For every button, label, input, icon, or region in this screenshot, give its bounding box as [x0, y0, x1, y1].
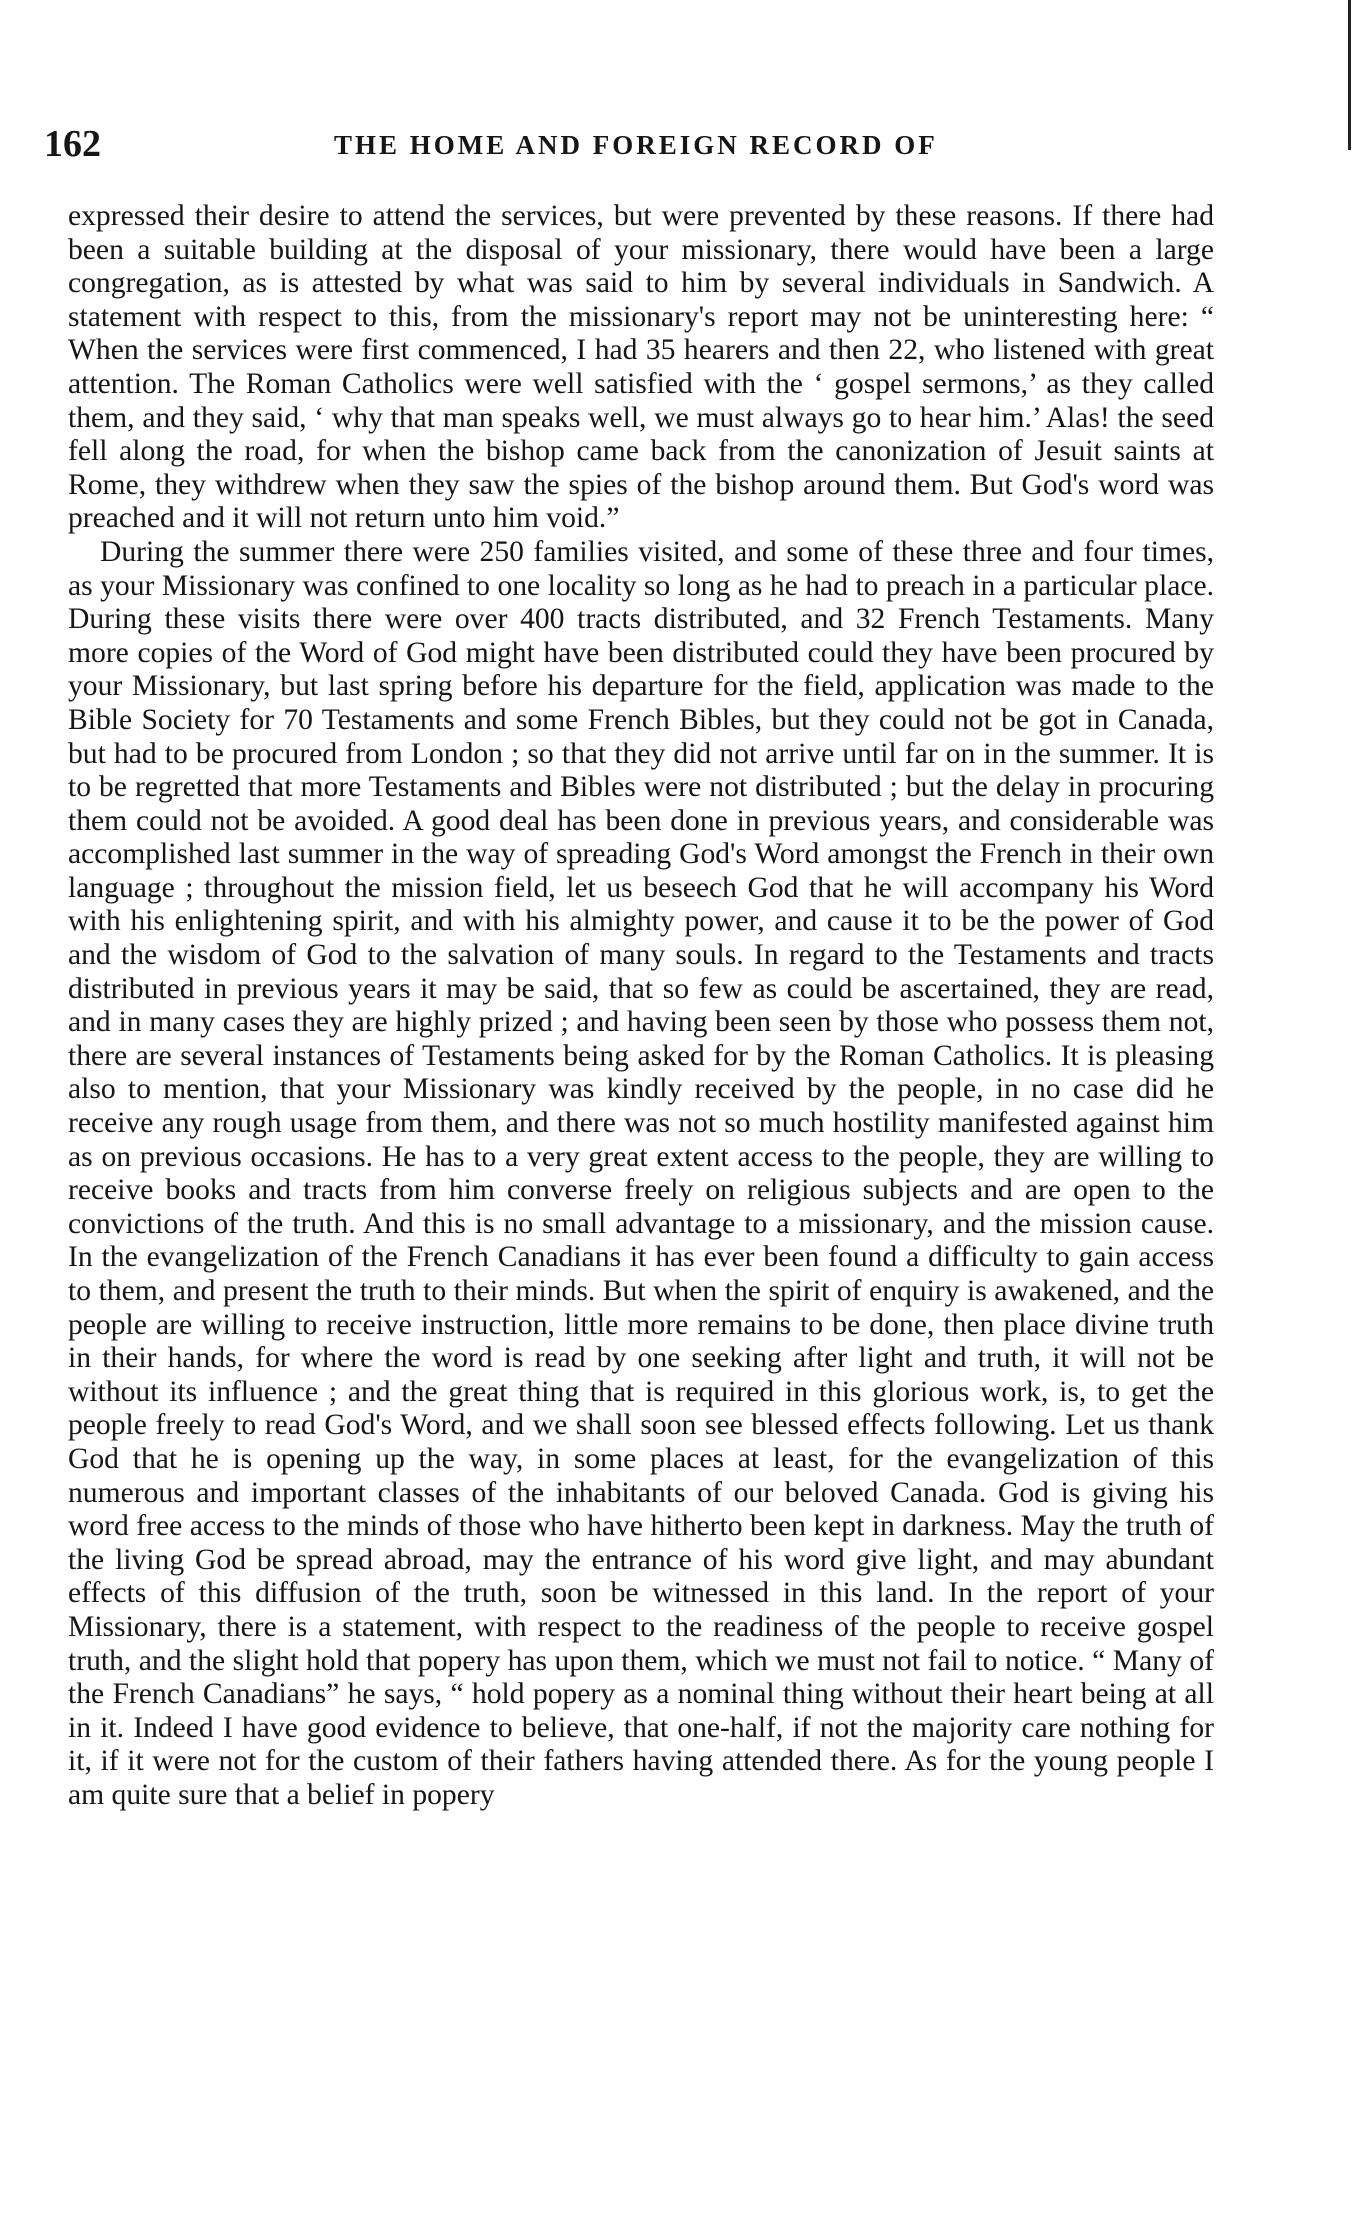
- page-number: 162: [44, 123, 101, 165]
- running-head: [44, 118, 1224, 170]
- paragraph-continuation: expressed their desire to attend the services, but were prevented by these reasons. If there had been a suitable building at the disposal of your missionary, there would have been a large congregation, as is attested by what was said to him by several individuals in Sandwich. A statement with respect to this, from the missionary's report may not be uninteresting here: “ When the services were first commenced, I had 35 hearers and then 22, who listened with great attention. The Roman Catholics were well satisfied with the ‘ gospel sermons,’ as they called them, and they said, ‘ why that man speaks well, we must always go to hear him.’ Alas! the seed fell along the road, for when the bishop came back from the canonization of Jesuit saints at Rome, they withdrew when they saw the spies of the bishop around them. But God's word was preached and it will not return unto him void.”: [68, 200, 1214, 535]
- body-text: [68, 200, 1214, 1813]
- scan-edge-mark: [1348, 0, 1351, 150]
- paragraph-summer-visits: During the summer there were 250 families visited, and some of these three and four times, as your Missionary was confined to one locality so long as he had to preach in a particular place. During these visits there were over 400 tracts distributed, and 32 French Testaments. Many more copies of the Word of God might have been distributed could they have been procured by your Missionary, but last spring before his departure for the field, application was made to the Bible Society for 70 Testaments and some French Bibles, but they could not be got in Canada, but had to be procured from London ; so that they did not arrive until far on in the summer. It is to be regretted that more Testaments and Bibles were not distributed ; but the delay in procuring them could not be avoided. A good deal has been done in previous years, and considerable was accomplished last summer in the way of spreading God's Word amongst the French in their own language ; throughout the mission field, let us beseech God that he will accompany his Word with his enlightening spirit, and with his almighty power, and cause it to be the power of God and the wisdom of God to the salvation of many souls. In regard to the Testaments and tracts distributed in previous years it may be said, that so few as could be ascertained, they are read, and in many cases they are highly prized ; and having been seen by those who possess them not, there are several instances of Testaments being asked for by the Roman Catholics. It is pleasing also to mention, that your Missionary was kindly received by the people, in no case did he receive any rough usage from them, and there was not so much hostility manifested against him as on previous occasions. He has to a very great extent access to the people, they are willing to receive books and tracts from him converse freely on religious subjects and are open to the convictions of the truth. And this is no small advantage to a missionary, and the mission cause. In the evangelization of the French Canadians it has ever been found a difficulty to gain access to them, and present the truth to their minds. But when the spirit of enquiry is awakened, and the people are willing to receive instruction, little more remains to be done, then place divine truth in their hands, for where the word is read by one seeking after light and truth, it will not be without its influence ; and the great thing that is required in this glorious work, is, to get the people freely to read God's Word, and we shall soon see blessed effects following. Let us thank God that he is opening up the way, in some places at least, for the evangelization of this numerous and important classes of the inhabitants of our beloved Canada. God is giving his word free access to the minds of those who have hitherto been kept in darkness. May the truth of the living God be spread abroad, may the entrance of his word give light, and may abundant effects of this diffusion of the truth, soon be witnessed in this land. In the report of your Missionary, there is a statement, with respect to the readiness of the people to receive gospel truth, and the slight hold that popery has upon them, which we must not fail to notice. “ Many of the French Canadians” he says, “ hold popery as a nominal thing without their heart being at all in it. Indeed I have good evidence to believe, that one-half, if not the majority care nothing for it, if it were not for the custom of their fathers having attended there. As for the young people I am quite sure that a belief in popery: [68, 535, 1214, 1811]
- running-title: THE HOME AND FOREIGN RECORD OF: [334, 130, 938, 160]
